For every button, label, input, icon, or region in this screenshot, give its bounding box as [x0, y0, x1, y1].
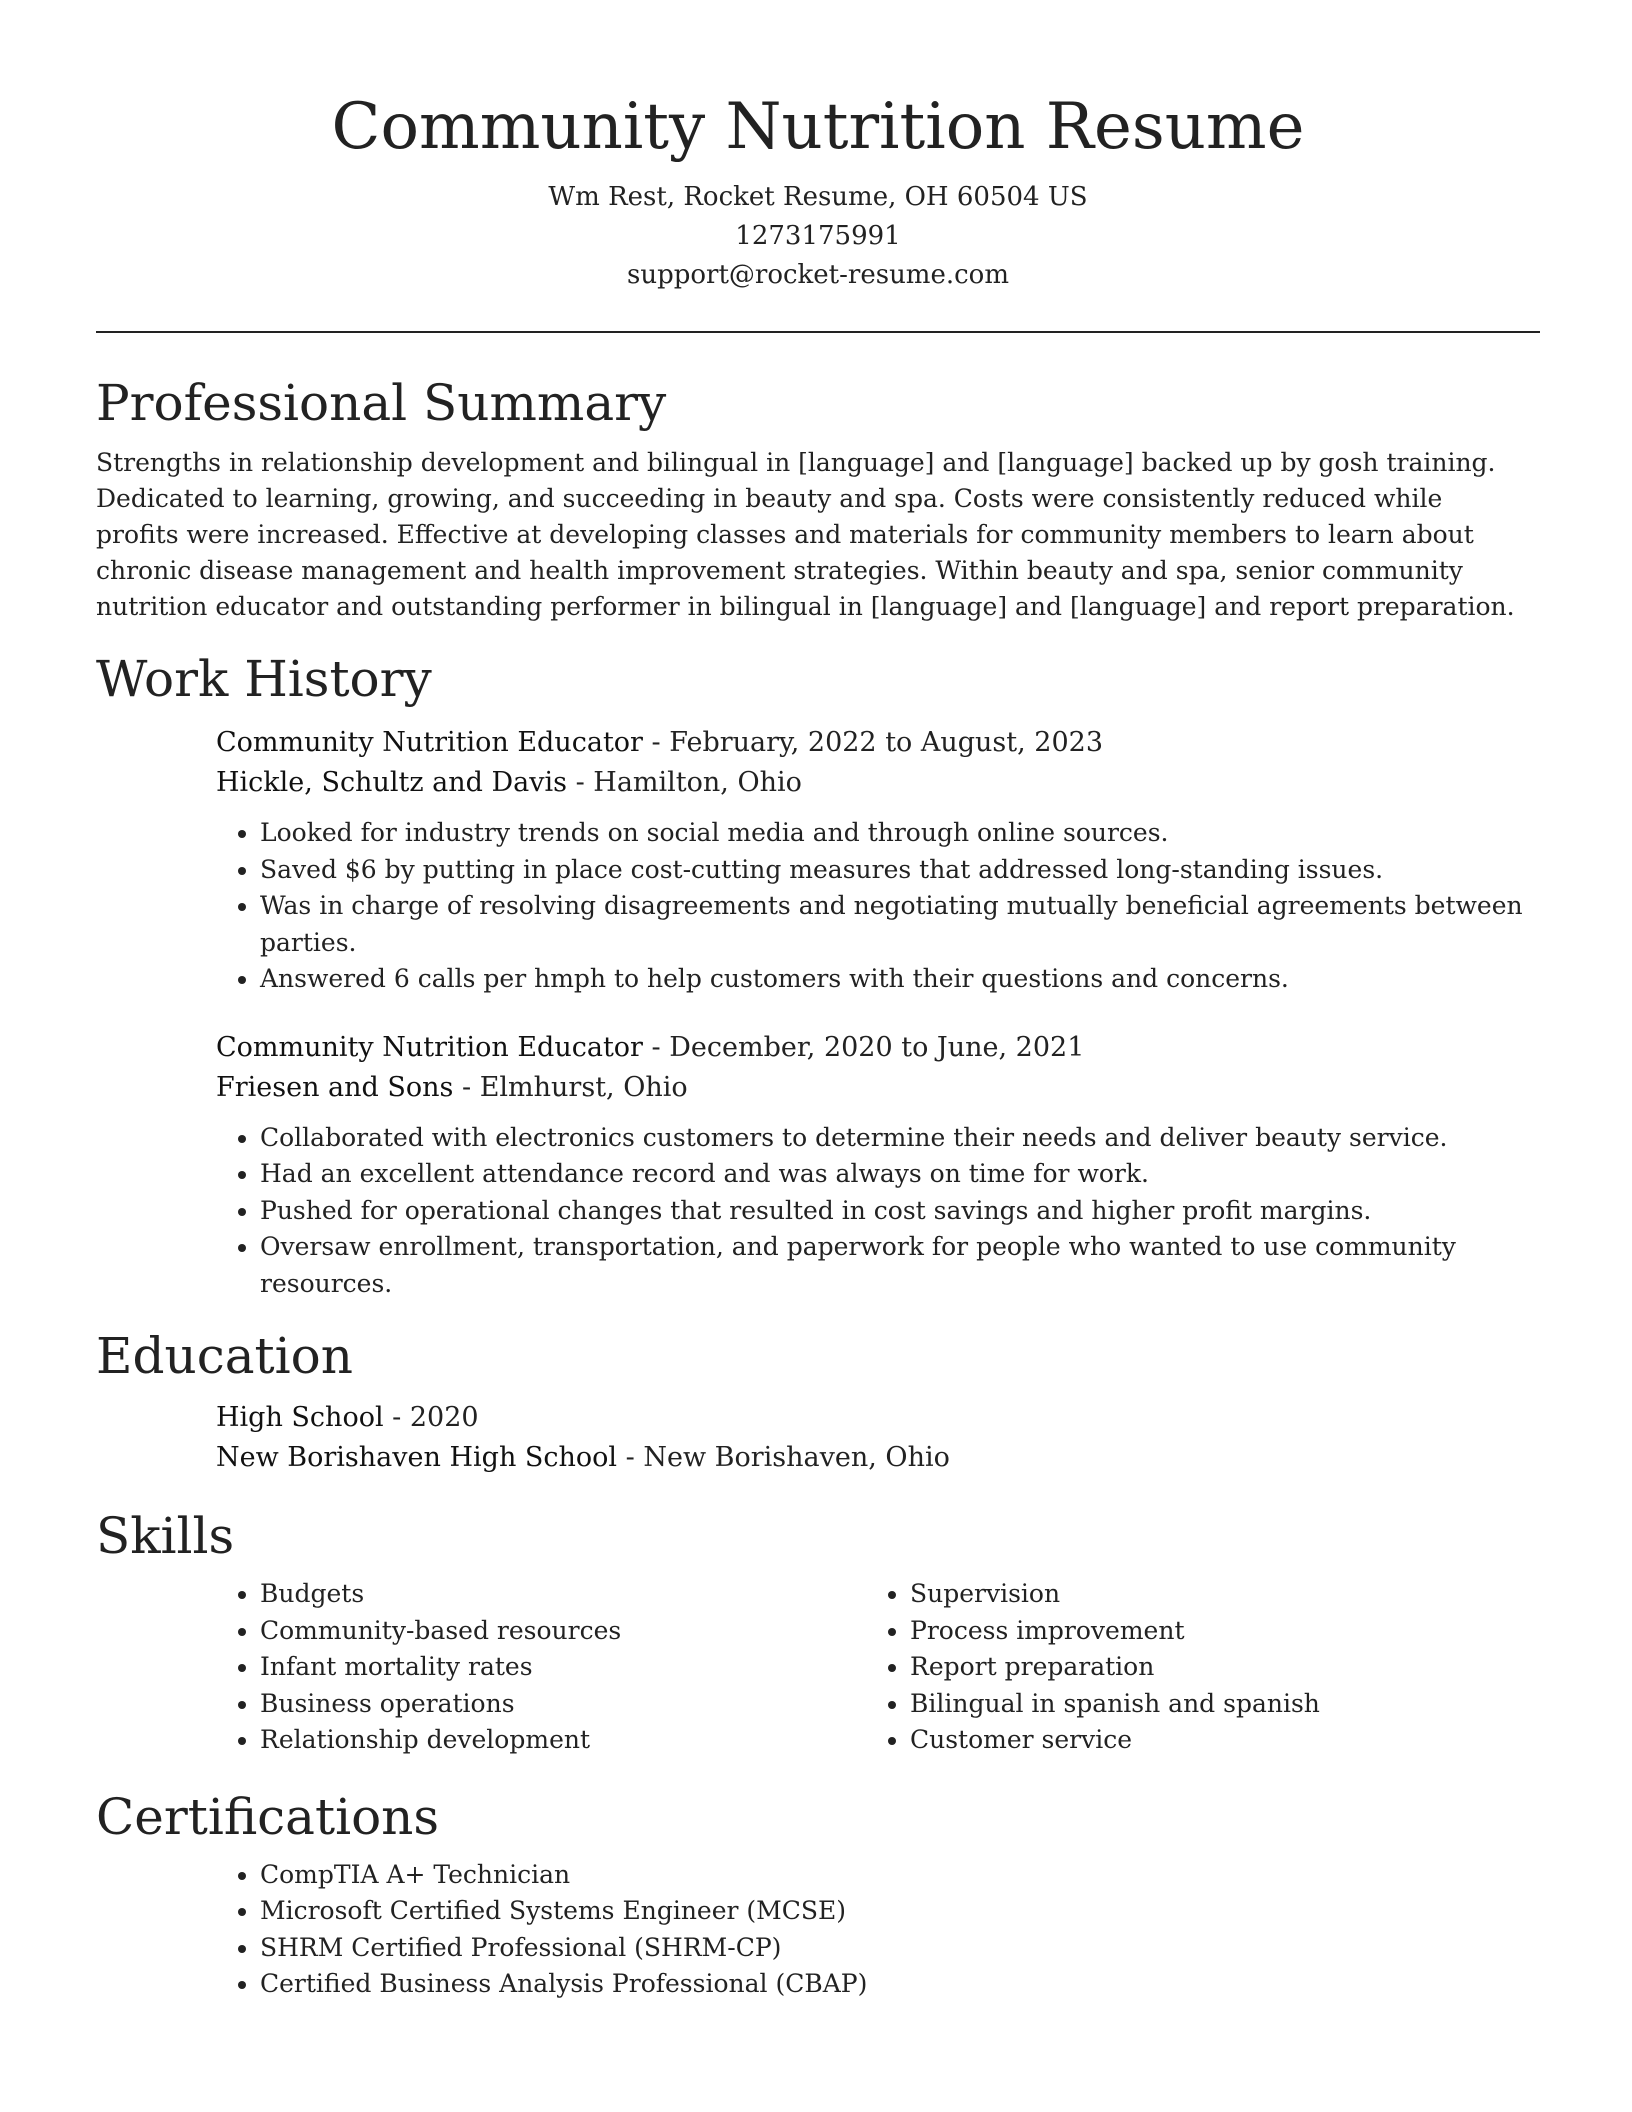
work-history-heading: Work History	[96, 650, 432, 708]
education-school-line	[216, 1438, 1540, 1478]
job-bullets	[216, 1120, 1540, 1303]
job-location: - Elmhurst, Ohio	[453, 1071, 688, 1103]
summary-heading: Professional Summary	[96, 374, 667, 432]
job-bullet: • Oversaw enrollment, transportation, and paperwork for people who wanted to use community resources.	[260, 1229, 1540, 1302]
job-title: Community Nutrition Educator	[216, 727, 643, 758]
job-company-line	[216, 1068, 1540, 1108]
work-history-section	[96, 647, 1540, 1302]
skills-list	[866, 1576, 1516, 1759]
job-title-line	[216, 1028, 1540, 1068]
certifications-heading: Certifications	[96, 1787, 440, 1846]
job-company: Hickle, Schultz and Davis	[216, 767, 567, 798]
education-entry	[216, 1398, 1540, 1478]
job-bullet: • Was in charge of resolving disagreements and negotiating mutually beneficial agreements between parties.	[260, 888, 1540, 961]
education-section	[96, 1324, 1540, 1478]
job-entry	[216, 723, 1540, 998]
skills-section	[96, 1504, 1540, 1759]
education-degree-line	[216, 1398, 1540, 1438]
certifications-list	[216, 1857, 1540, 2003]
summary-section	[96, 371, 1540, 625]
header-divider	[96, 331, 1540, 333]
contact-address: Wm Rest, Rocket Resume, OH 60504 US	[548, 182, 1088, 212]
job-dates: - December, 2020 to June, 2021	[642, 1031, 1085, 1063]
job-bullet: • Saved $6 by putting in place cost-cutting measures that addressed long-standing issues.	[260, 852, 1540, 889]
job-dates: - February, 2022 to August, 2023	[642, 727, 1104, 758]
education-school: New Borishaven High School	[216, 1442, 618, 1473]
job-company: Friesen and Sons	[216, 1071, 454, 1103]
skills-column-left	[216, 1576, 866, 1759]
skills-heading: Skills	[96, 1507, 235, 1565]
education-year: - 2020	[383, 1402, 479, 1433]
contact-block	[96, 178, 1540, 295]
skill-item: • Customer service	[910, 1722, 1516, 1759]
job-title: Community Nutrition Educator	[216, 1031, 643, 1063]
summary-text: Strengths in relationship development and bilingual in [language] and [language] backed up by gosh training. Dedicated to learning, growing, and succeeding in beauty and spa. Costs were consistently reduced while profits were increased. Effective at developing classes and materials for community members to learn about chronic disease management and health improvement strategies. Within beauty and spa, senior community nutrition educator and outstanding performer in bilingual in [language] and [language] and report preparation.	[96, 448, 1515, 621]
resume-page	[96, 0, 1540, 2003]
certification-item: • CompTIA A+ Technician	[260, 1857, 1540, 1894]
skill-item: • Report preparation	[910, 1649, 1516, 1686]
education-location: - New Borishaven, Ohio	[617, 1442, 950, 1473]
skill-item: • Supervision	[910, 1576, 1516, 1613]
education-heading: Education	[96, 1327, 353, 1385]
job-title-line	[216, 723, 1540, 763]
contact-phone: 1273175991	[735, 221, 901, 251]
skill-item: • Business operations	[260, 1686, 866, 1723]
certifications-section	[96, 1785, 1540, 2003]
skills-grid	[216, 1576, 1540, 1759]
certification-item: • Certified Business Analysis Professional (CBAP)	[260, 1966, 1540, 2003]
job-bullets	[216, 815, 1540, 998]
certification-item: • SHRM Certified Professional (SHRM-CP)	[260, 1930, 1540, 1967]
job-bullet: • Looked for industry trends on social media and through online sources.	[260, 815, 1540, 852]
resume-title: Community Nutrition Resume	[331, 90, 1305, 164]
job-company-line	[216, 763, 1540, 803]
skill-item: • Relationship development	[260, 1722, 866, 1759]
skill-item: • Bilingual in spanish and spanish	[910, 1686, 1516, 1723]
contact-email: support@rocket-resume.com	[626, 260, 1009, 290]
job-bullet: • Collaborated with electronics customers to determine their needs and deliver beauty service.	[260, 1120, 1540, 1157]
skill-item: • Process improvement	[910, 1613, 1516, 1650]
skills-column-right	[866, 1576, 1516, 1759]
skill-item: • Budgets	[260, 1576, 866, 1613]
job-entry	[216, 1028, 1540, 1303]
skill-item: • Infant mortality rates	[260, 1649, 866, 1686]
certifications-list-wrap	[216, 1857, 1540, 2003]
resume-header	[96, 0, 1540, 295]
job-bullet: • Pushed for operational changes that resulted in cost savings and higher profit margins.	[260, 1193, 1540, 1230]
job-location: - Hamilton, Ohio	[566, 767, 802, 798]
education-degree: High School	[216, 1402, 384, 1433]
job-bullet: • Had an excellent attendance record and was always on time for work.	[260, 1156, 1540, 1193]
skill-item: • Community-based resources	[260, 1613, 866, 1650]
certification-item: • Microsoft Certified Systems Engineer (MCSE)	[260, 1893, 1540, 1930]
skills-list	[216, 1576, 866, 1759]
job-bullet: • Answered 6 calls per hmph to help customers with their questions and concerns.	[260, 961, 1540, 998]
